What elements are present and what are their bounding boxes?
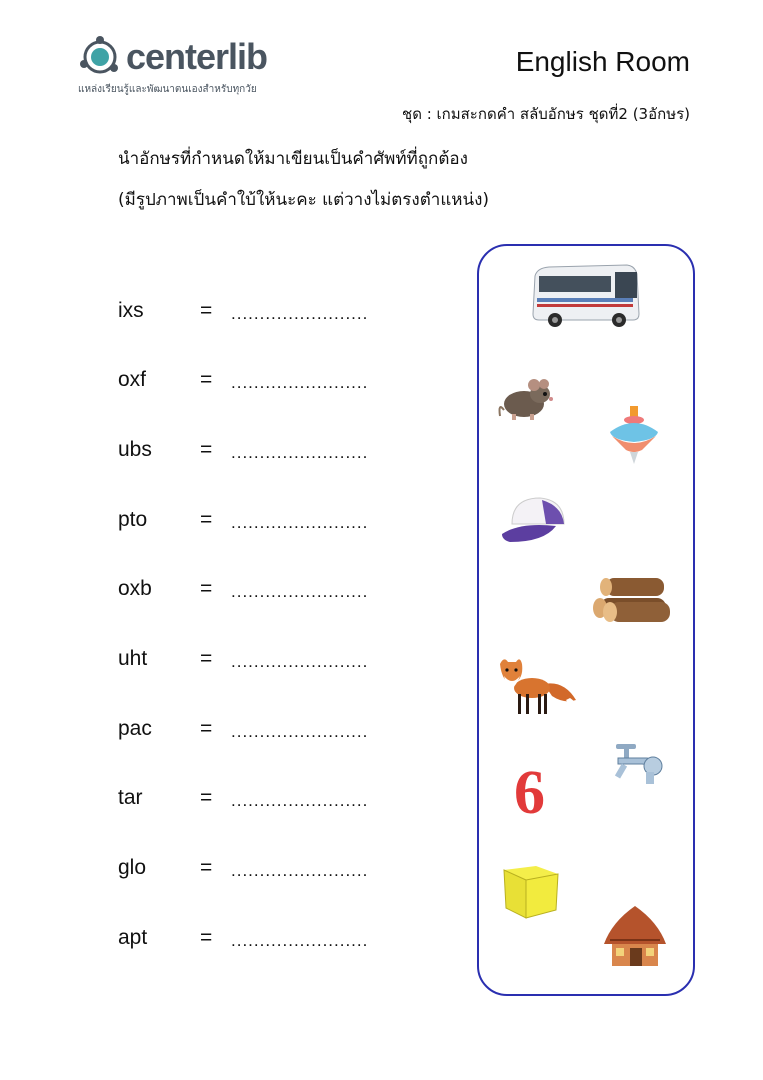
scrambled-word: oxb bbox=[118, 577, 152, 600]
hut-icon bbox=[602, 904, 668, 968]
answer-blank[interactable]: ........................ bbox=[231, 652, 369, 671]
instruction-line-1: นำอักษรที่กำหนดให้มาเขียนเป็นคำศัพท์ที่ถูกต้อง bbox=[118, 149, 468, 169]
equals-sign: = bbox=[200, 508, 213, 531]
set-label: ชุด : เกมสะกดคำ สลับอักษร ชุดที่2 (3อักษร) bbox=[402, 105, 690, 123]
equals-sign: = bbox=[200, 856, 213, 879]
spinning-top-icon bbox=[602, 404, 666, 466]
scrambled-word: pto bbox=[118, 508, 148, 531]
room-title: English Room bbox=[515, 46, 690, 77]
tap-icon bbox=[612, 742, 664, 790]
instruction-line-2: (มีรูปภาพเป็นคำใบ้ให้นะคะ แต่วางไม่ตรงตำแหน่ง) bbox=[118, 190, 490, 210]
logo-tagline: แหล่งเรียนรู้และพัฒนาตนเองสำหรับทุกวัย bbox=[78, 84, 257, 95]
number-six-icon: 6 bbox=[514, 759, 545, 827]
answer-blank[interactable]: ........................ bbox=[231, 513, 369, 532]
answer-blank[interactable]: ........................ bbox=[231, 304, 369, 323]
box-icon bbox=[502, 864, 560, 920]
equals-sign: = bbox=[200, 577, 213, 600]
equals-sign: = bbox=[200, 299, 213, 322]
logo-name: centerlib bbox=[126, 36, 268, 77]
equals-sign: = bbox=[200, 438, 213, 461]
scrambled-word: uht bbox=[118, 647, 148, 670]
answer-blank[interactable]: ........................ bbox=[231, 861, 369, 880]
rat-icon bbox=[496, 372, 554, 424]
equals-sign: = bbox=[200, 647, 213, 670]
scrambled-word: ixs bbox=[118, 299, 144, 322]
scrambled-word: oxf bbox=[118, 368, 147, 391]
equals-sign: = bbox=[200, 368, 213, 391]
centerlib-logo bbox=[78, 34, 308, 100]
answer-blank[interactable]: ........................ bbox=[231, 582, 369, 601]
equals-sign: = bbox=[200, 717, 213, 740]
equals-sign: = bbox=[200, 926, 213, 949]
bus-icon bbox=[529, 262, 641, 330]
fox-icon bbox=[494, 654, 578, 718]
answer-blank[interactable]: ........................ bbox=[231, 373, 369, 392]
molecule-logo-icon bbox=[78, 34, 122, 80]
answer-blank[interactable]: ........................ bbox=[231, 722, 369, 741]
equals-sign: = bbox=[200, 786, 213, 809]
scrambled-word: ubs bbox=[118, 438, 152, 461]
answer-blank[interactable]: ........................ bbox=[231, 443, 369, 462]
answer-blank[interactable]: ........................ bbox=[231, 791, 369, 810]
scrambled-word: pac bbox=[118, 717, 152, 740]
answer-blank[interactable]: ........................ bbox=[231, 931, 369, 950]
scrambled-word: tar bbox=[118, 786, 143, 809]
cap-icon bbox=[500, 492, 570, 548]
scrambled-word: glo bbox=[118, 856, 147, 879]
scrambled-word: apt bbox=[118, 926, 148, 949]
log-icon bbox=[592, 574, 672, 626]
